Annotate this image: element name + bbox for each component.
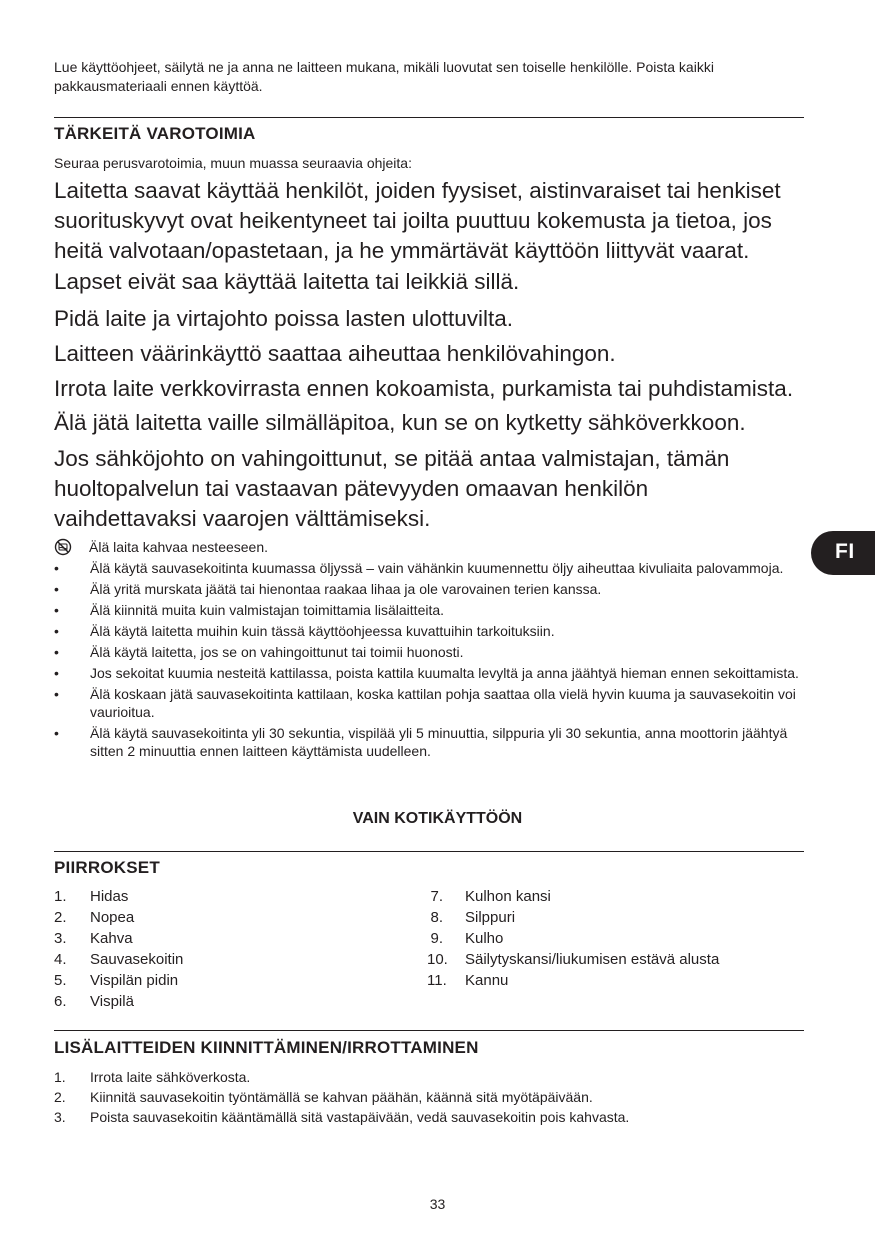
- no-immerse-icon: [54, 538, 72, 556]
- big-warning: Irrota laite verkkovirrasta ennen kokoamista, purkamista tai puhdistamista.: [54, 376, 794, 401]
- list-item: [54, 622, 814, 640]
- part-label: Kulho: [465, 930, 504, 947]
- step-number: 2.: [54, 1089, 66, 1105]
- list-item: [54, 1087, 814, 1107]
- list-item: [54, 724, 814, 760]
- list-item: [54, 580, 814, 598]
- part-label: Säilytyskansi/liukumisen estävä alusta: [465, 951, 720, 968]
- step-text: Irrota laite sähköverkosta.: [90, 1069, 251, 1085]
- section-divider: [54, 851, 804, 852]
- part-label: Vispilän pidin: [90, 972, 179, 989]
- bullet-marker: •: [54, 602, 59, 618]
- language-tab: [811, 531, 875, 575]
- parts-heading: PIIRROKSET: [54, 858, 160, 877]
- list-item: [54, 928, 183, 949]
- part-number: 2.: [54, 909, 67, 926]
- big-warning: Laitteen väärinkäyttö saattaa aiheuttaa henkilövahingon.: [54, 341, 616, 366]
- big-warning: Pidä laite ja virtajohto poissa lasten ulottuvilta.: [54, 306, 514, 331]
- list-item: [427, 886, 719, 907]
- section-divider: [54, 1030, 804, 1031]
- part-label: Hidas: [90, 888, 129, 905]
- big-warning: Laitetta saavat käyttää henkilöt, joiden fyysiset, aistinvaraiset tai henkiset suorituskyvyt ovat heikentyneet tai joilta puuttuu kokemusta ja tietoa, jos heitä valvotaan/opastetaan, ja he ymmärtävät käyttöön liittyvät vaarat.: [54, 178, 781, 263]
- safety-bullet-list: [54, 559, 814, 763]
- no-immerse-text: Älä laita kahvaa nesteeseen.: [89, 539, 269, 555]
- bullet-marker: •: [54, 665, 59, 681]
- bullet-marker: •: [54, 686, 59, 702]
- part-number: 4.: [54, 951, 67, 968]
- bullet-text: Älä kiinnitä muita kuin valmistajan toimittamia lisälaitteita.: [90, 602, 445, 618]
- list-item: [54, 991, 183, 1012]
- list-item: [54, 559, 814, 577]
- part-label: Kannu: [465, 972, 509, 989]
- accessories-steps-list: [54, 1067, 814, 1127]
- step-text: Poista sauvasekoitin kääntämällä sitä vastapäivään, vedä sauvasekoitin pois kahvasta.: [90, 1109, 630, 1125]
- part-number: 5.: [54, 972, 67, 989]
- part-label: Nopea: [90, 909, 135, 926]
- list-item: [427, 907, 719, 928]
- bullet-text: Jos sekoitat kuumia nesteitä kattilassa, poista kattila kuumalta levyltä ja anna jäähtyä hieman ennen sekoittamista.: [90, 665, 799, 681]
- list-item: [427, 928, 719, 949]
- bullet-marker: •: [54, 560, 59, 576]
- household-only-notice: VAIN KOTIKÄYTTÖÖN: [352, 810, 523, 827]
- part-number: 10.: [427, 951, 448, 968]
- part-label: Sauvasekoitin: [90, 951, 184, 968]
- no-immerse-warning: [54, 538, 268, 556]
- bullet-text: Älä koskaan jätä sauvasekoitinta kattilaan, koska kattilan pohja saattaa olla vielä hyvin kuuma ja sauvasekoitin voi vaurioitua.: [90, 686, 796, 720]
- list-item: [427, 949, 719, 970]
- safety-heading: TÄRKEITÄ VAROTOIMIA: [54, 124, 256, 143]
- part-number: 3.: [54, 930, 67, 947]
- step-number: 3.: [54, 1109, 66, 1125]
- list-item: [54, 1107, 814, 1127]
- list-item: [54, 907, 183, 928]
- page-number: 33: [429, 1196, 446, 1212]
- bullet-text: Älä käytä laitetta, jos se on vahingoittunut tai toimii huonosti.: [90, 644, 464, 660]
- accessories-heading: LISÄLAITTEIDEN KIINNITTÄMINEN/IRROTTAMINEN: [54, 1038, 479, 1057]
- section-divider: [54, 117, 804, 118]
- language-tab-label: FI: [835, 540, 855, 563]
- part-label: Silppuri: [465, 909, 516, 926]
- list-item: [54, 970, 183, 991]
- bullet-text: Älä käytä sauvasekoitinta kuumassa öljyssä – vain vähänkin kuumennettu öljy aiheuttaa kivuliaita palovammoja.: [90, 560, 784, 576]
- bullet-marker: •: [54, 644, 59, 660]
- bullet-text: Älä käytä laitetta muihin kuin tässä käyttöohjeessa kuvattuihin tarkoituksiin.: [90, 623, 555, 639]
- step-number: 1.: [54, 1069, 66, 1085]
- bullet-text: Älä käytä sauvasekoitinta yli 30 sekuntia, vispilää yli 5 minuuttia, silppuria yli 30 sekuntia, anna moottorin jäähtyä sitten 2 minuuttia ennen laitteen käyttämista uudelleen.: [90, 725, 788, 759]
- list-item: [54, 1067, 814, 1087]
- part-number: 1.: [54, 888, 67, 905]
- big-warning: Jos sähköjohto on vahingoittunut, se pitää antaa valmistajan, tämän huoltopalvelun tai vastaavan pätevyyden omaavan henkilön vaihdettavaksi vaarojen välttämiseksi.: [54, 446, 730, 531]
- parts-list-right: [427, 886, 719, 991]
- big-warning: Älä jätä laitetta vaille silmälläpitoa, kun se on kytketty sähköverkkoon.: [54, 410, 746, 435]
- bullet-marker: •: [54, 725, 59, 741]
- part-label: Kahva: [90, 930, 133, 947]
- big-warning: Lapset eivät saa käyttää laitetta tai leikkiä sillä.: [54, 269, 520, 294]
- safety-subtitle: Seuraa perusvarotoimia, muun muassa seuraavia ohjeita:: [54, 155, 412, 171]
- list-item: [54, 886, 183, 907]
- bullet-text: Älä yritä murskata jäätä tai hienontaa raakaa lihaa ja ole varovainen terien kanssa.: [90, 581, 602, 597]
- list-item: [54, 643, 814, 661]
- part-number: 8.: [430, 909, 443, 926]
- part-label: Vispilä: [90, 993, 134, 1010]
- part-number: 9.: [430, 930, 443, 947]
- parts-list-left: [54, 886, 183, 1012]
- step-text: Kiinnitä sauvasekoitin työntämällä se kahvan päähän, käännä sitä myötäpäivään.: [90, 1089, 593, 1105]
- part-number: 7.: [430, 888, 443, 905]
- part-number: 6.: [54, 993, 67, 1010]
- bullet-marker: •: [54, 623, 59, 639]
- part-number: 11.: [427, 972, 447, 989]
- list-item: [54, 601, 814, 619]
- part-label: Kulhon kansi: [465, 888, 551, 905]
- list-item: [427, 970, 719, 991]
- bullet-marker: •: [54, 581, 59, 597]
- list-item: [54, 949, 183, 970]
- intro-text: Lue käyttöohjeet, säilytä ne ja anna ne laitteen mukana, mikäli luovutat sen toiselle henkilölle. Poista kaikki pakkausmateriaali ennen käyttöä.: [54, 59, 714, 94]
- list-item: [54, 664, 814, 682]
- list-item: [54, 685, 814, 721]
